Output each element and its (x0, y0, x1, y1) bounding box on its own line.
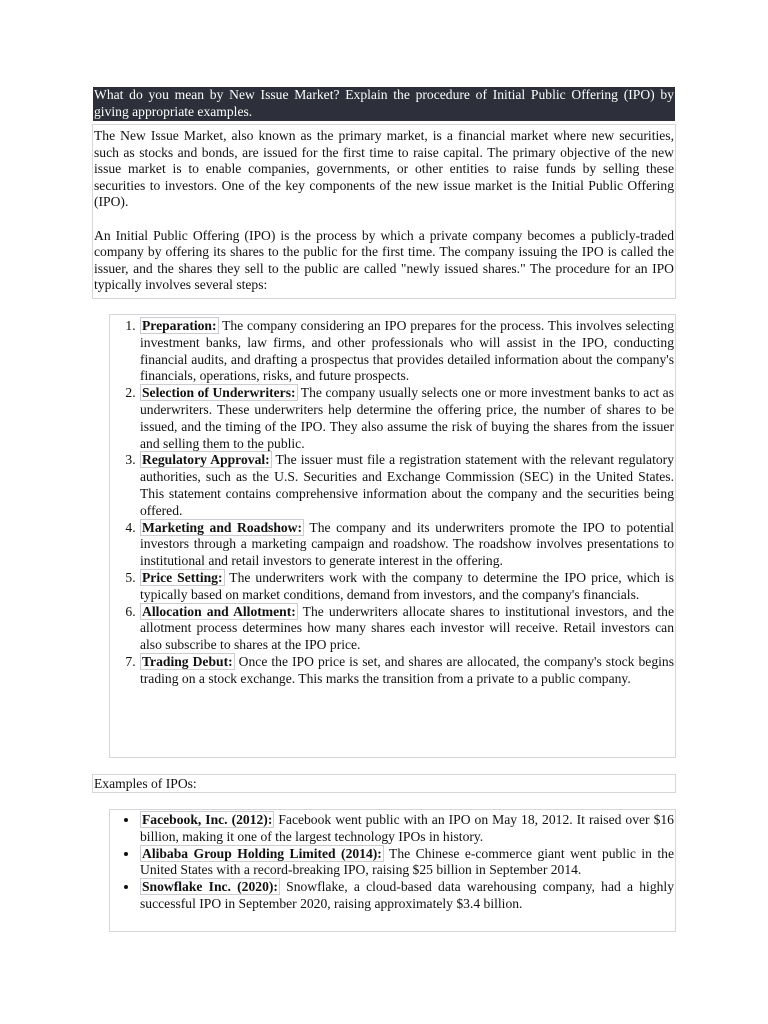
ipo-step-item (139, 604, 674, 654)
ipo-example-item (139, 879, 674, 913)
ipo-step-item (139, 452, 674, 519)
step-term: Price Setting: (142, 569, 223, 585)
ipo-steps-list (110, 318, 674, 688)
examples-heading: Examples of IPOs: (92, 774, 676, 793)
ipo-step-item (139, 520, 674, 570)
ipo-example-item (139, 846, 674, 880)
example-text: Snowflake, a cloud-based data warehousing company, had a highly successful IPO in September 2020, raising approximately $3.4 billion. (140, 879, 674, 911)
intro-paragraph: An Initial Public Offering (IPO) is the process by which a private company becomes a publicly-traded company by offering its shares to the public for the first time. The company issuing the IPO is called the issuer, and the shares they sell to the public are called "newly issued shares." The procedure for an IPO typically involves several steps: (94, 227, 674, 293)
example-term: Alibaba Group Holding Limited (2014): (142, 845, 382, 861)
ipo-example-item (139, 812, 674, 846)
step-term: Marketing and Roadshow: (142, 519, 303, 535)
ipo-step-item (139, 385, 674, 452)
step-text: The issuer must file a registration statement with the relevant regulatory authorities, such as the U.S. Securities and Exchange Commission (SEC) in the United States. This statement contains comprehensive information about the company and the securities being offered. (140, 452, 674, 518)
step-term: Regulatory Approval: (142, 452, 270, 468)
example-term: Facebook, Inc. (2012): (142, 812, 273, 827)
example-text: Facebook went public with an IPO on May 18, 2012. It raised over $16 billion, making it one of the largest technology IPOs in history. (140, 812, 674, 844)
step-term: Trading Debut: (142, 653, 233, 669)
ipo-steps-section (109, 314, 676, 758)
example-term: Snowflake Inc. (2020): (142, 879, 278, 895)
example-text: The Chinese e-commerce giant went public in the United States with a record-breaking IPO, raising $25 billion in September 2014. (140, 845, 674, 878)
step-text: The company and its underwriters promote the IPO to potential investors through a marketing campaign and roadshow. The roadshow involves presentations to institutional and retail investors to generate interest in the offering. (140, 519, 675, 569)
ipo-step-item (139, 318, 674, 385)
intro-paragraph: The New Issue Market, also known as the primary market, is a financial market where new securities, such as stocks and bonds, are issued for the first time to raise capital. The primary objective of the new issue market is to enable companies, governments, or other entities to raise funds by selling these securities to investors. One of the key components of the new issue market is the Initial Public Offering (IPO). (94, 128, 674, 210)
intro-section (92, 124, 676, 299)
ipo-examples-list (110, 812, 674, 913)
step-text: The underwriters work with the company to determine the IPO price, which is typically based on market conditions, demand from investors, and the company's financials. (140, 569, 674, 602)
question-heading: What do you mean by New Issue Market? Explain the procedure of Initial Public Offering (IPO) by giving appropriate examples. (93, 87, 675, 121)
step-term: Preparation: (142, 318, 217, 333)
ipo-step-item (139, 570, 674, 604)
ipo-examples-section (109, 809, 676, 932)
step-text: The company usually selects one or more investment banks to act as underwriters. These underwriters help determine the offering price, the number of shares to be issued, and the timing of the IPO. They also assume the risk of buying the shares from the issuer and selling them to the public. (140, 385, 674, 451)
step-term: Allocation and Allotment: (142, 603, 296, 619)
step-text: The company considering an IPO prepares for the process. This involves selecting investment banks, law firms, and other professionals who will assist in the IPO, conducting financial audits, and drafting a prospectus that provides detailed information about the company's financials, operations, risks, and future prospects. (140, 318, 674, 384)
step-term: Selection of Underwriters: (142, 385, 296, 401)
ipo-step-item (139, 654, 674, 688)
step-text: Once the IPO price is set, and shares are allocated, the company's stock begins trading on a stock exchange. This marks the transition from a private to a public company. (140, 653, 674, 686)
step-text: The underwriters allocate shares to institutional investors, and the allotment process determines how many shares each investor will receive. Retail investors can also subscribe to shares at the IPO price. (140, 603, 674, 653)
